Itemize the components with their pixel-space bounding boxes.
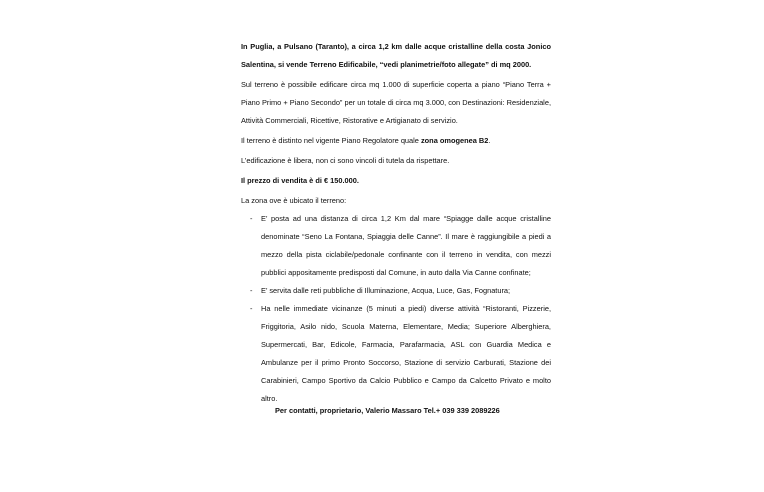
- price-paragraph: Il prezzo di vendita è di € 150.000.: [241, 176, 359, 185]
- document-body: [241, 38, 551, 408]
- contact-line: Per contatti, proprietario, Valerio Massaro Tel.+ 039 339 2089226: [275, 406, 500, 415]
- zone-prefix: Il terreno è distinto nel vigente Piano Regolatore quale: [241, 136, 421, 145]
- zone-paragraph: [241, 132, 551, 150]
- location-list: [241, 210, 551, 408]
- location-intro-paragraph: La zona ove è ubicato il terreno:: [241, 196, 347, 205]
- list-item-text: Ha nelle immediate vicinanze (5 minuti a piedi) diverse attività “Ristoranti, Pizzerie, Friggitoria, Asilo nido, Scuola Materna, Elementare, Media; Superiore Alberghiera, Supermercati, Bar, Edicole, Farmacia, Parafarmacia, ASL con Guardia Medica e Ambulanze per il primo Pronto Soccorso, Stazione di servizio Carburati, Stazione dei Carabinieri, Campo Sportivo da Calcio Pubblico e Campo da Calcetto Privato e molto altro.: [261, 304, 551, 403]
- zone-suffix: .: [488, 136, 491, 145]
- list-dash: -: [250, 214, 253, 223]
- list-item: [241, 210, 551, 282]
- edification-paragraph: L’edificazione è libera, non ci sono vincoli di tutela da rispettare.: [241, 156, 450, 165]
- list-item-text: E’ posta ad una distanza di circa 1,2 Km dal mare “Spiagge dalle acque cristalline denominate “Seno La Fontana, Spiaggia delle Canne”. Il mare è raggiungibile a piedi a mezzo della pista ciclabile/pedonale confinante con il terreno in vendita, con mezzi pubblici appositamente predisposti dal Comune, in auto dalla Via Canne confinate;: [261, 214, 551, 277]
- list-dash: -: [250, 286, 253, 295]
- zone-value: zona omogenea B2: [420, 136, 489, 145]
- list-item-text: E’ servita dalle reti pubbliche di Illuminazione, Acqua, Luce, Gas, Fognatura;: [261, 286, 511, 295]
- list-dash: -: [250, 304, 253, 313]
- intro-paragraph: In Puglia, a Pulsano (Taranto), a circa 1,2 km dalle acque cristalline della costa Jonico Salentina, si vende Terreno Edificabile, “vedi planimetrie/foto allegate” di mq 2000.: [241, 42, 551, 69]
- build-info-paragraph: Sul terreno è possibile edificare circa mq 1.000 di superficie coperta a piano “Piano Terra + Piano Primo + Piano Secondo” per un totale di circa mq 3.000, con Destinazioni: Residenziale, Attività Commerciali, Ricettive, Ristorative e Artigianato di servizio.: [241, 80, 551, 125]
- list-item: [241, 282, 551, 300]
- list-item: [241, 300, 551, 408]
